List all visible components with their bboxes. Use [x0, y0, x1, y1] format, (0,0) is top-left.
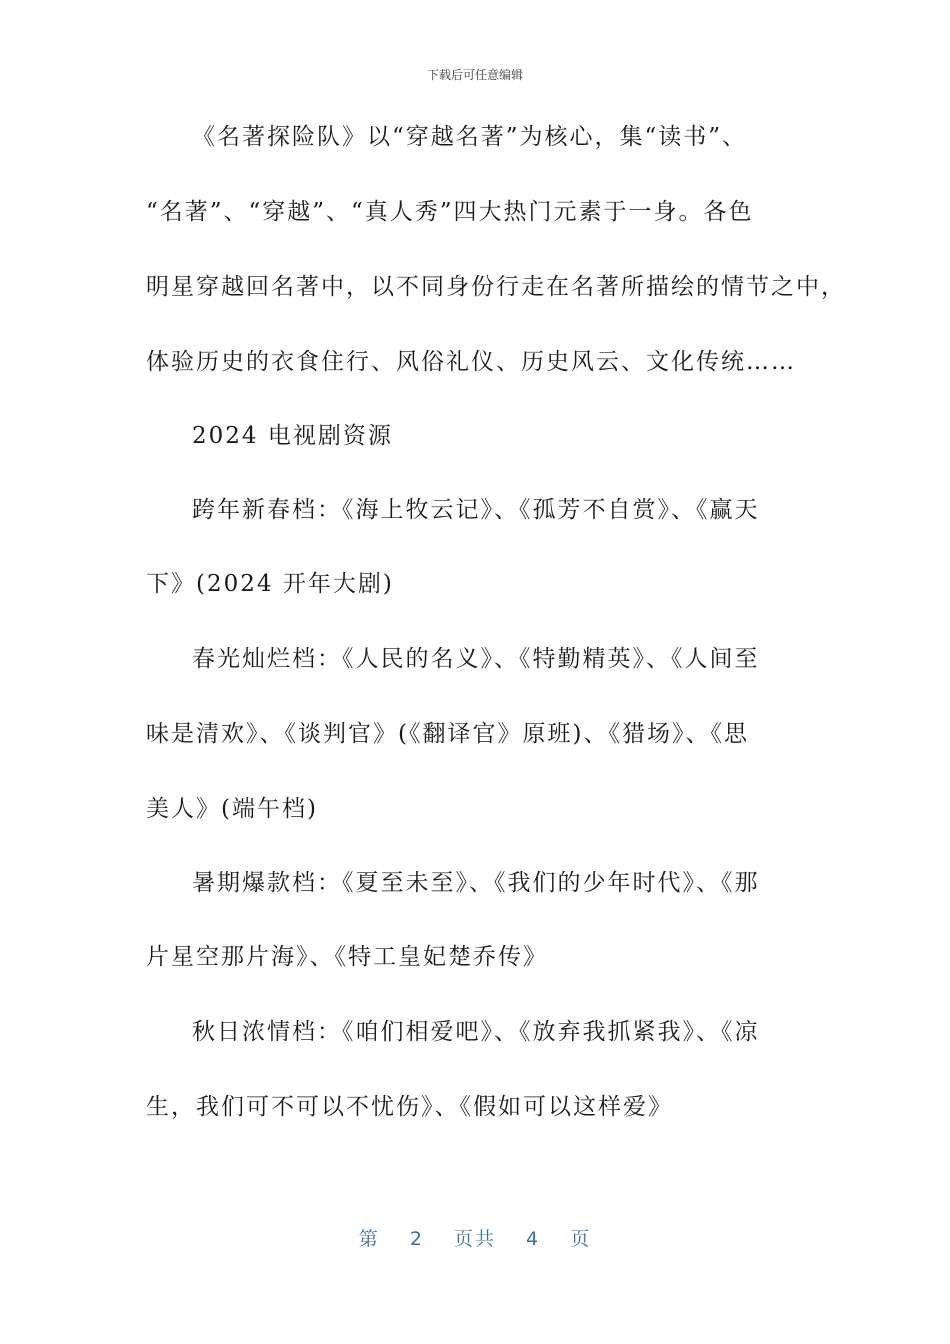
paragraph-line: 味是清欢》、《谈判官》(《翻译官》原班)、《猎场》、《思 — [146, 721, 749, 747]
paragraph-line: 明星穿越回名著中，以不同身份行走在名著所描绘的情节之中， — [146, 274, 846, 300]
page-header: 下载后可任意编辑 — [426, 68, 523, 82]
paragraph-line: 片星空那片海》、《特工皇妃楚乔传》 — [146, 944, 548, 970]
paragraph-line: 美人》(端午档) — [146, 796, 318, 822]
paragraph-line: 春光灿烂档：《人民的名义》、《特勤精英》、《人间至 — [192, 646, 760, 672]
page-footer — [0, 1224, 950, 1251]
paragraph-line: 暑期爆款档：《夏至未至》、《我们的少年时代》、《那 — [192, 870, 760, 896]
paragraph-line: 体验历史的衣食住行、风俗礼仪、历史风云、文化传统…… — [146, 349, 796, 375]
footer-middle: 页共 — [453, 1228, 496, 1250]
paragraph-line: 《名著探险队》以“穿越名著”为核心，集“读书”、 — [192, 124, 748, 150]
total-pages-number: 4 — [526, 1228, 541, 1250]
footer-suffix: 页 — [570, 1228, 592, 1250]
footer-prefix: 第 — [358, 1228, 380, 1250]
paragraph-line: 下》(2024 开年大剧) — [146, 571, 394, 597]
paragraph-line: “名著”、“穿越”、“真人秀”四大热门元素于一身。各色 — [146, 199, 754, 225]
current-page-number: 2 — [409, 1228, 424, 1250]
section-heading: 2024 电视剧资源 — [192, 423, 393, 449]
paragraph-line: 生，我们可不可以不忧伤》、《假如可以这样爱》 — [146, 1094, 673, 1120]
paragraph-line: 跨年新春档：《海上牧云记》、《孤芳不自赏》、《赢天 — [192, 497, 760, 523]
paragraph-line: 秋日浓情档：《咱们相爱吧》、《放弃我抓紧我》、《凉 — [192, 1019, 760, 1045]
